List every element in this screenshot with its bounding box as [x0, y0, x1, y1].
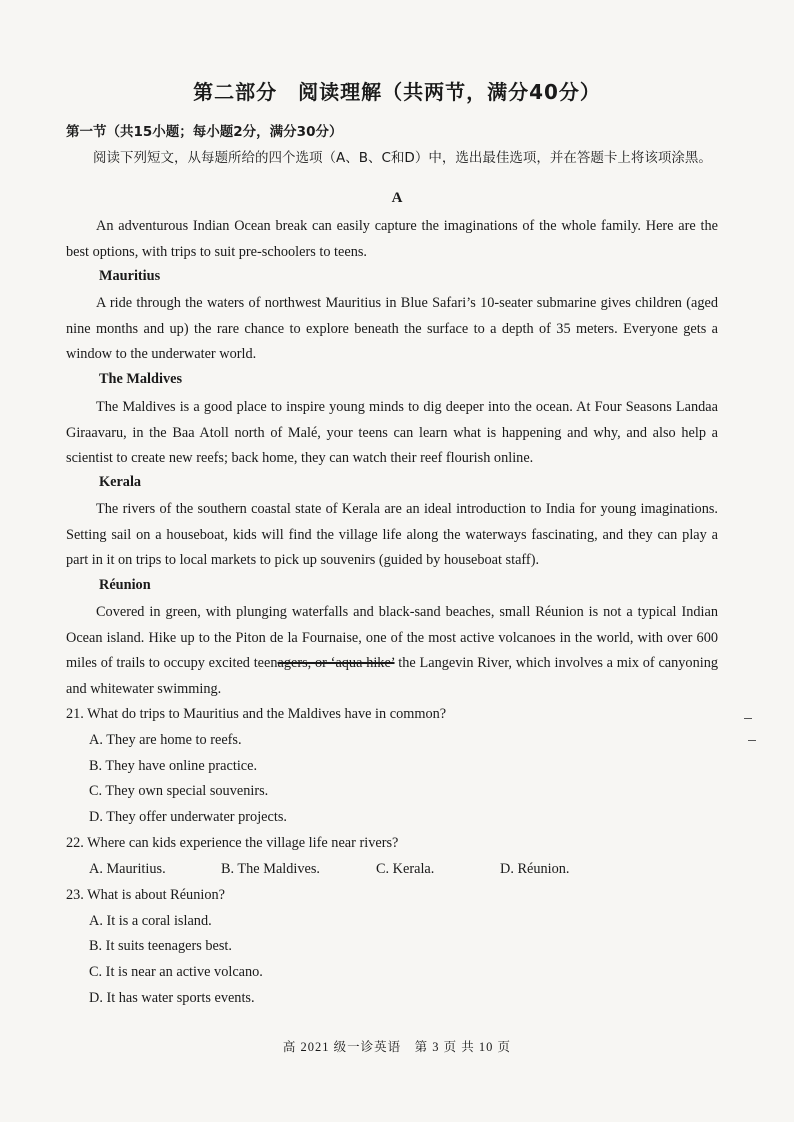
question-22-option-a: A. Mauritius. [89, 861, 166, 877]
question-21-option-a: A. They are home to reefs. [89, 732, 242, 748]
heading-mauritius: Mauritius [99, 268, 161, 284]
paragraph-maldives: The Maldives is a good place to inspire young minds to dig deeper into the ocean. At Four Seasons Landaa Giraavaru, in the Baa Atoll north of Malé, your teens can learn what is happening and why, and also help a scientist to create new reefs; back home, they can watch their reef flourish online. [66, 399, 718, 467]
passage-letter: A [391, 190, 403, 206]
paragraph-reunion [66, 600, 718, 702]
heading-maldives: The Maldives [99, 371, 183, 387]
question-22-stem: 22. Where can kids experience the village life near rivers? [66, 835, 399, 851]
question-23-option-c: C. It is near an active volcano. [89, 964, 263, 980]
question-21-stem: 21. What do trips to Mauritius and the Maldives have in common? [66, 706, 447, 722]
paragraph-kerala: The rivers of the southern coastal state of Kerala are an ideal introduction to India for young imaginations. Setting sail on a houseboat, kids will find the village life along the waterways fascinating, and they can play a part in it on trips to local markets to pick up souvenirs (guided by houseboat staff). [66, 501, 718, 569]
scan-margin-mark [744, 718, 752, 719]
heading-kerala: Kerala [99, 474, 142, 490]
question-22-option-b: B. The Maldives. [221, 861, 321, 877]
question-21-option-d: D. They offer underwater projects. [89, 809, 287, 825]
paragraph-mauritius: A ride through the waters of northwest Mauritius in Blue Safari’s 10-seater submarine gives children (aged nine months and up) the rare chance to explore beneath the surface to a depth of 35 meters. Everyone gets a window to the underwater world. [66, 295, 718, 363]
section-heading: 第一节（共15小题；每小题2分，满分30分） [66, 124, 343, 140]
question-21-option-c: C. They own special souvenirs. [89, 783, 269, 799]
question-23-option-d: D. It has water sports events. [89, 990, 255, 1006]
passage-intro: An adventurous Indian Ocean break can easily capture the imaginations of the whole family. Here are the best options, with trips to suit pre-schoolers to teens. [66, 218, 718, 260]
reunion-text-end: the Langevin River, which involves a mix of canyoning and whitewater swimming. [66, 655, 718, 697]
question-22-option-c: C. Kerala. [376, 861, 435, 877]
question-23-option-a: A. It is a coral island. [89, 913, 212, 929]
question-23-option-b: B. It suits teenagers best. [89, 938, 232, 954]
part-title: 第二部分 阅读理解（共两节，满分40分） [193, 80, 601, 104]
page-footer: 高 2021 级一诊英语 第 3 页 共 10 页 [282, 1040, 512, 1054]
scan-margin-mark [748, 740, 756, 741]
question-21-option-b: B. They have online practice. [89, 758, 258, 774]
heading-reunion: Réunion [99, 577, 151, 593]
reunion-text-start: Covered in green, with plunging waterfalls and black-sand beaches, small Réunion is not a typical Indian Ocean island. Hike up to the Piton de la Fournaise, one of the most active volcanoes in the world, with over 600 miles of trails to occupy excited teen [66, 604, 718, 672]
question-22-option-d: D. Réunion. [500, 861, 570, 877]
section-instructions: 阅读下列短文，从每题所给的四个选项（A、B、C和D）中，选出最佳选项，并在答题卡上将该项涂黑。 [93, 150, 712, 166]
struck-through-text: agers, or ‘aqua hike’ [277, 655, 395, 672]
question-23-stem: 23. What is about Réunion? [66, 887, 225, 903]
